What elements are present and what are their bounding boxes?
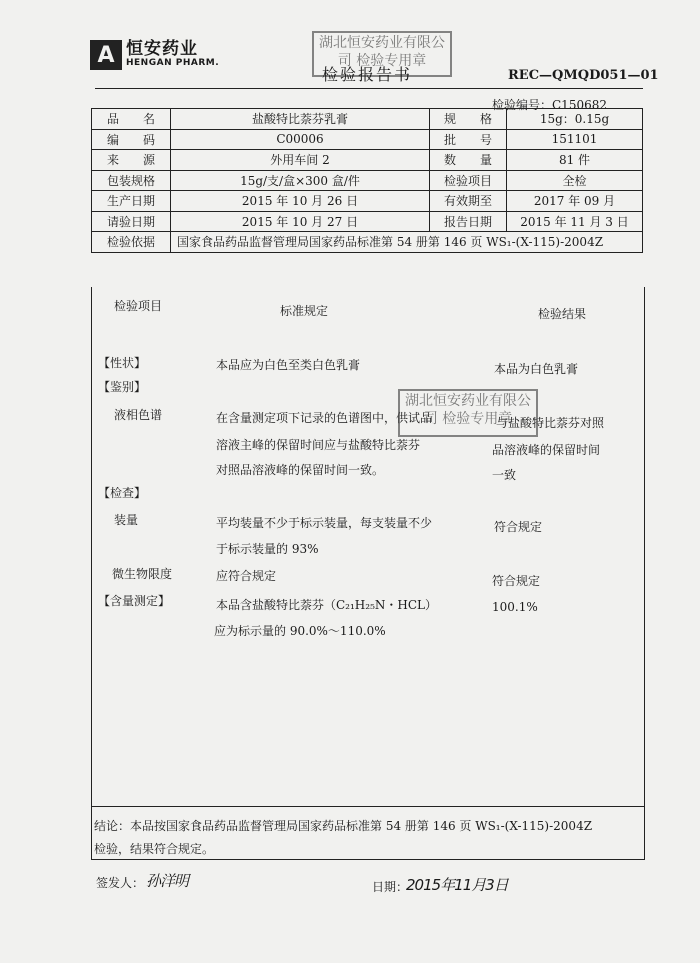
- basis-label: 检验依据: [92, 232, 171, 253]
- micro-item: 微生物限度: [112, 567, 173, 581]
- character-standard: 本品应为白色至类白色乳膏: [216, 358, 361, 372]
- info-row: [92, 191, 643, 212]
- inspection-stamp-middle: 湖北恒安药业有限公司 检验专用章: [398, 389, 538, 437]
- info-value: C00006: [171, 129, 430, 150]
- info-row: [92, 170, 643, 191]
- micro-standard: 应符合规定: [216, 569, 277, 583]
- info-value: 2017 年 09 月: [507, 191, 643, 212]
- col-standard-header: 标准规定: [280, 304, 329, 318]
- character-result: 本品为白色乳膏: [494, 362, 579, 376]
- info-table: [91, 108, 643, 253]
- info-value: 盐酸特比萘芬乳膏: [171, 109, 430, 130]
- date-label: 日期：: [372, 880, 409, 894]
- micro-result: 符合规定: [492, 574, 541, 588]
- conclusion-line1: 结论：本品按国家食品药品监督管理局国家药品标准第 54 册第 146 页 WS₁-(X-115)-2004Z: [94, 819, 593, 833]
- signer-signature: 孙洋明: [146, 872, 189, 890]
- info-value: 15g/支/盒×300 盒/件: [171, 170, 430, 191]
- info-label: 来 源: [92, 150, 171, 171]
- info-label: 批 号: [430, 129, 507, 150]
- date-handwritten: 2015年11月3日: [406, 876, 508, 894]
- info-value: 81 件: [507, 150, 643, 171]
- info-value: 2015 年 10 月 26 日: [171, 191, 430, 212]
- info-row: [92, 150, 643, 171]
- assay-standard-line1: 本品含盐酸特比萘芬（C₂₁H₂₅N・HCL）: [216, 598, 438, 612]
- info-value: 2015 年 10 月 27 日: [171, 211, 430, 232]
- hplc-item: 液相色谱: [114, 408, 163, 422]
- company-logo: [90, 40, 219, 70]
- logo-en: HENGAN PHARM.: [126, 58, 220, 69]
- info-label: 品 名: [92, 109, 171, 130]
- inspection-stamp-top: 湖北恒安药业有限公司 检验专用章: [312, 31, 452, 77]
- info-label: 请验日期: [92, 211, 171, 232]
- info-value: 15g：0.15g: [507, 109, 643, 130]
- header-rule: [95, 88, 643, 89]
- section-character: 【性状】: [98, 356, 147, 370]
- col-item-header: 检验项目: [114, 299, 163, 313]
- section-check: 【检查】: [98, 486, 147, 500]
- logo-mark-icon: A: [90, 40, 122, 70]
- document-code: REC—QMQD051—01: [508, 68, 659, 83]
- conclusion-line2: 检验，结果符合规定。: [94, 842, 215, 856]
- hplc-result-line2: 品溶液峰的保留时间: [492, 443, 601, 457]
- basis-row: [92, 232, 643, 253]
- info-row: [92, 211, 643, 232]
- hplc-result-line3: 一致: [492, 468, 517, 482]
- hplc-result-line1: 与盐酸特比萘芬对照: [496, 416, 605, 430]
- info-value: 外用车间 2: [171, 150, 430, 171]
- info-label: 编 码: [92, 129, 171, 150]
- info-label: 包装规格: [92, 170, 171, 191]
- fill-item: 装量: [114, 513, 139, 527]
- fill-result: 符合规定: [494, 520, 543, 534]
- fill-standard-line2: 于标示装量的 93%: [216, 542, 319, 556]
- hplc-standard-line3: 对照品溶液峰的保留时间一致。: [216, 463, 385, 477]
- document-title: 检验报告书: [322, 65, 413, 84]
- hplc-standard-line1: 在含量测定项下记录的色谱图中，供试品: [216, 411, 433, 425]
- info-value: 2015 年 11 月 3 日: [507, 211, 643, 232]
- col-result-header: 检验结果: [538, 307, 587, 321]
- hplc-standard-line2: 溶液主峰的保留时间应与盐酸特比萘芬: [216, 438, 421, 452]
- section-identify: 【鉴别】: [98, 380, 147, 394]
- assay-result: 100.1%: [492, 600, 538, 614]
- info-label: 有效期至: [430, 191, 507, 212]
- report-number: 检验编号：C150682: [492, 98, 607, 112]
- assay-standard-line2: 应为标示量的 90.0%～110.0%: [214, 624, 386, 638]
- info-label: 规 格: [430, 109, 507, 130]
- conclusion-divider: [92, 806, 644, 807]
- section-assay: 【含量测定】: [98, 594, 171, 608]
- info-label: 检验项目: [430, 170, 507, 191]
- info-value: 全检: [507, 170, 643, 191]
- info-label: 数 量: [430, 150, 507, 171]
- info-label: 报告日期: [430, 211, 507, 232]
- info-row: [92, 129, 643, 150]
- fill-standard-line1: 平均装量不少于标示装量，每支装量不少: [216, 516, 433, 530]
- logo-cn: 恒安药业: [126, 39, 198, 60]
- info-value: 151101: [507, 129, 643, 150]
- info-row: [92, 109, 643, 130]
- signer-label: 签发人：: [96, 876, 145, 890]
- basis-value: 国家食品药品监督管理局国家药品标准第 54 册第 146 页 WS₁-(X-115)-2004Z: [171, 232, 643, 253]
- info-label: 生产日期: [92, 191, 171, 212]
